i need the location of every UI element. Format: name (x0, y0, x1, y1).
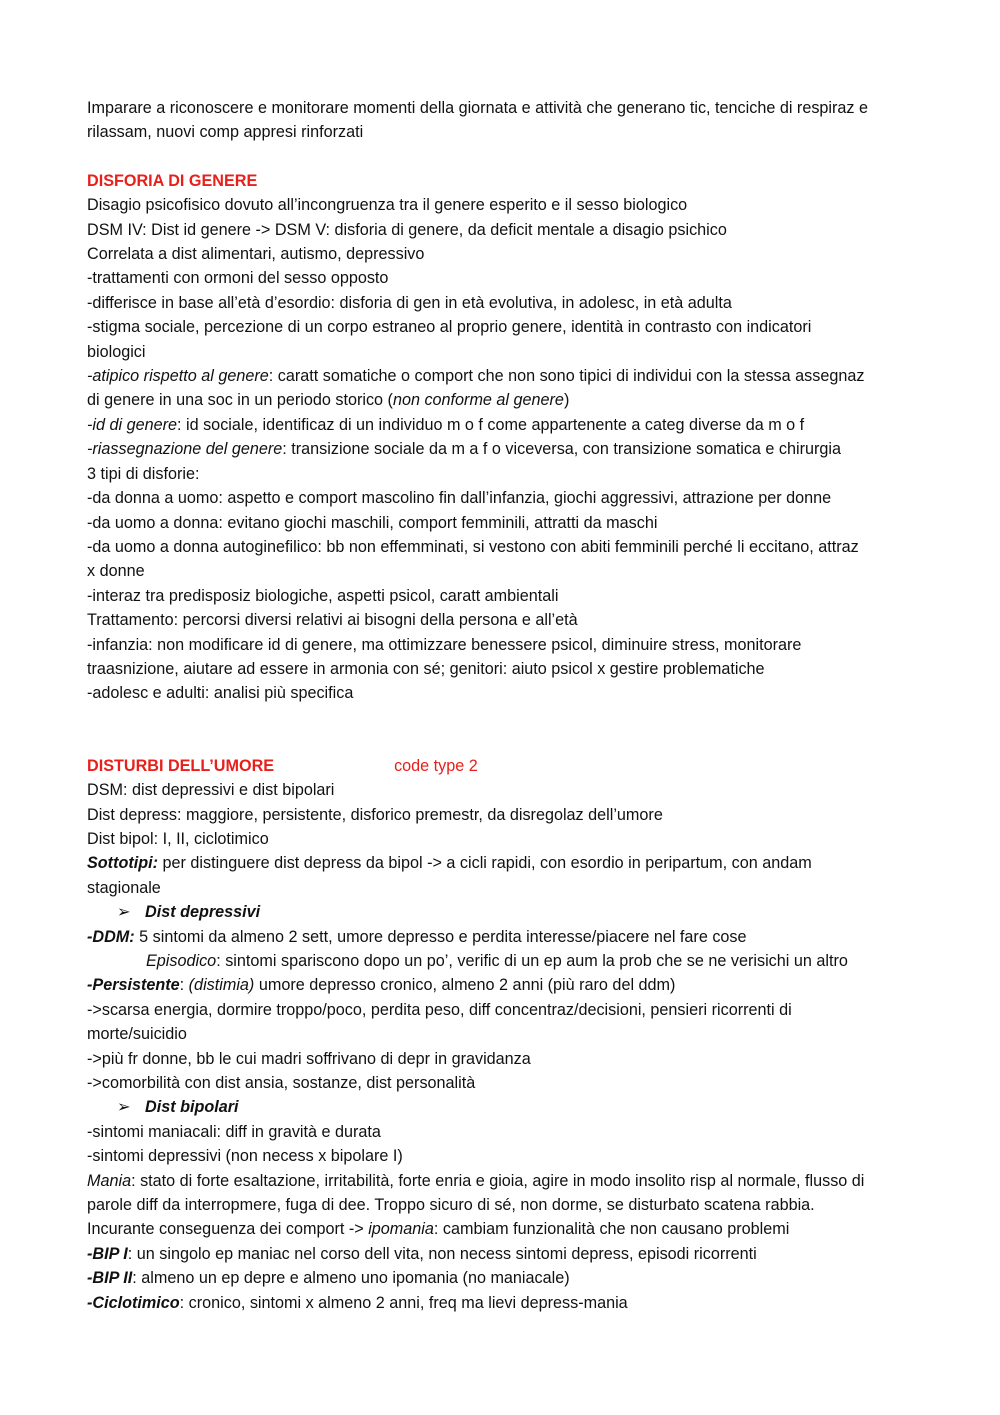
term: non conforme al genere (392, 391, 564, 410)
term: -BIP II (87, 1269, 133, 1288)
text-line: DSM IV: Dist id genere -> DSM V: disforia di genere, da deficit mentale a disagio psichico (87, 220, 727, 239)
text-line: traasnizione, aiutare ad essere in armonia con sé; genitori: aiuto psicol x gestire problematiche (87, 659, 765, 678)
page-content (87, 96, 921, 1315)
text-line: -da uomo a donna: evitano giochi maschili, comport femminili, attratti da maschi (87, 513, 658, 532)
intro-line: rilassam, nuovi comp appresi rinforzati (87, 123, 364, 142)
text-line: Mania: stato di forte esaltazione, irritabilità, forte enria e gioia, agire in modo insolito risp al normale, flusso di (87, 1171, 865, 1190)
text-line: -riassegnazione del genere: transizione sociale da m a f o viceversa, con transizione somatica e chirurgia (87, 440, 842, 459)
text-line: -Ciclotimico: cronico, sintomi x almeno 2 anni, freq ma lievi depress-mania (87, 1293, 628, 1312)
text-line: -BIP I: un singolo ep maniac nel corso dell vita, non necess sintomi depress, episodi ricorrenti (87, 1244, 757, 1263)
text-line: -Persistente: (distimia) umore depresso cronico, almeno 2 anni (più raro del ddm) (87, 976, 676, 995)
text-line: -sintomi depressivi (non necess x bipolare I) (87, 1147, 403, 1166)
term: Episodico (146, 952, 217, 970)
term: -riassegnazione del genere (87, 440, 283, 459)
text-line: ->scarsa energia, dormire troppo/poco, perdita peso, diff concentraz/decisioni, pensieri ricorrenti di (87, 1000, 792, 1019)
text-line: Correlata a dist alimentari, autismo, depressivo (87, 245, 425, 264)
bullet-item: ➢ Dist depressivi (87, 900, 921, 924)
code-tag: code type 2 (394, 756, 478, 775)
text-line: -interaz tra predisposiz biologiche, aspetti psicol, caratt ambientali (87, 586, 559, 605)
text-line: -adolesc e adulti: analisi più specifica (87, 684, 354, 703)
section-heading-disforia: DISFORIA DI GENERE (87, 171, 258, 190)
term: -BIP I (87, 1244, 128, 1263)
bullet-item: ➢ Dist bipolari (87, 1095, 921, 1119)
text-line: biologici (87, 342, 146, 361)
arrow-bullet-icon: ➢ (117, 1098, 131, 1117)
text-line: -id di genere: id sociale, identificaz di un individuo m o f come appartenente a categ diverse da m o f (87, 415, 805, 434)
term: -Ciclotimico (87, 1293, 180, 1312)
text-line: 3 tipi di disforie: (87, 464, 200, 483)
intro-line: Imparare a riconoscere e monitorare momenti della giornata e attività che generano tic, tenciche di respiraz e (87, 99, 868, 117)
term: Mania (87, 1171, 132, 1190)
text-line: -sintomi maniacali: diff in gravità e durata (87, 1122, 381, 1141)
text-line: -differisce in base all’età d’esordio: disforia di gen in età evolutiva, in adolesc, in età adulta (87, 293, 732, 312)
text-line: parole diff da interropmere, fuga di dee. Troppo sicuro di sé, non dorme, se disturbato scatena rabbia. (87, 1196, 815, 1215)
text-line: Trattamento: percorsi diversi relativi ai bisogni della persona e all’età (87, 611, 578, 630)
text-line: di genere in una soc in un periodo storico (non conforme al genere) (87, 391, 570, 410)
text-line: -stigma sociale, percezione di un corpo estraneo al proprio genere, identità in contrasto con indicatori (87, 318, 812, 337)
text-line: -da uomo a donna autoginefilico: bb non effemminati, si vestono con abiti femminili perché li eccitano, attraz (87, 537, 859, 556)
text-line: ->comorbilità con dist ansia, sostanze, dist personalità (87, 1074, 476, 1093)
text-line: Dist depress: maggiore, persistente, disforico premestr, da disregolaz dell’umore (87, 805, 663, 824)
text-line: -da donna a uomo: aspetto e comport mascolino fin dall’infanzia, giochi aggressivi, attrazione per donne (87, 489, 832, 508)
term: -atipico rispetto al genere (87, 367, 269, 386)
text-line: -BIP II: almeno un ep depre e almeno uno ipomania (no maniacale) (87, 1269, 570, 1288)
term: -Persistente (87, 976, 180, 995)
term: Sottotipi: (87, 854, 159, 873)
text-line: Episodico: sintomi spariscono dopo un po’, verific di un ep aum la prob che se ne verisichi un altro (146, 952, 848, 970)
term: ipomania (368, 1220, 434, 1239)
text-line: -atipico rispetto al genere: caratt somatiche o comport che non sono tipici di individui con la stessa assegnaz (87, 367, 865, 386)
text-line: DSM: dist depressivi e dist bipolari (87, 781, 335, 800)
section-heading-row (87, 754, 921, 778)
text-line: ->più fr donne, bb le cui madri soffrivano di depr in gravidanza (87, 1049, 531, 1068)
text-line: Sottotipi: per distinguere dist depress da bipol -> a cicli rapidi, con esordio in peripartum, con andam (87, 854, 812, 873)
text-line: stagionale (87, 878, 161, 897)
term: (distimia) (188, 976, 255, 995)
text-line: morte/suicidio (87, 1025, 187, 1044)
text-line: -infanzia: non modificare id di genere, ma ottimizzare benessere psicol, diminuire stress, monitorare (87, 635, 802, 654)
arrow-bullet-icon: ➢ (117, 903, 131, 922)
text-line: Incurante conseguenza dei comport -> ipomania: cambiam funzionalità che non causano problemi (87, 1220, 790, 1239)
section-heading-umore: DISTURBI DELL’UMORE (87, 756, 275, 775)
text-line: Dist bipol: I, II, ciclotimico (87, 829, 269, 848)
text-line: x donne (87, 562, 145, 581)
text-line: -DDM: 5 sintomi da almeno 2 sett, umore depresso e perdita interesse/piacere nel fare cose (87, 927, 747, 946)
text-line: Disagio psicofisico dovuto all’incongruenza tra il genere esperito e il sesso biologico (87, 196, 688, 215)
text-line: -trattamenti con ormoni del sesso opposto (87, 269, 389, 288)
term: -DDM: (87, 927, 135, 946)
term: -id di genere (87, 415, 177, 434)
